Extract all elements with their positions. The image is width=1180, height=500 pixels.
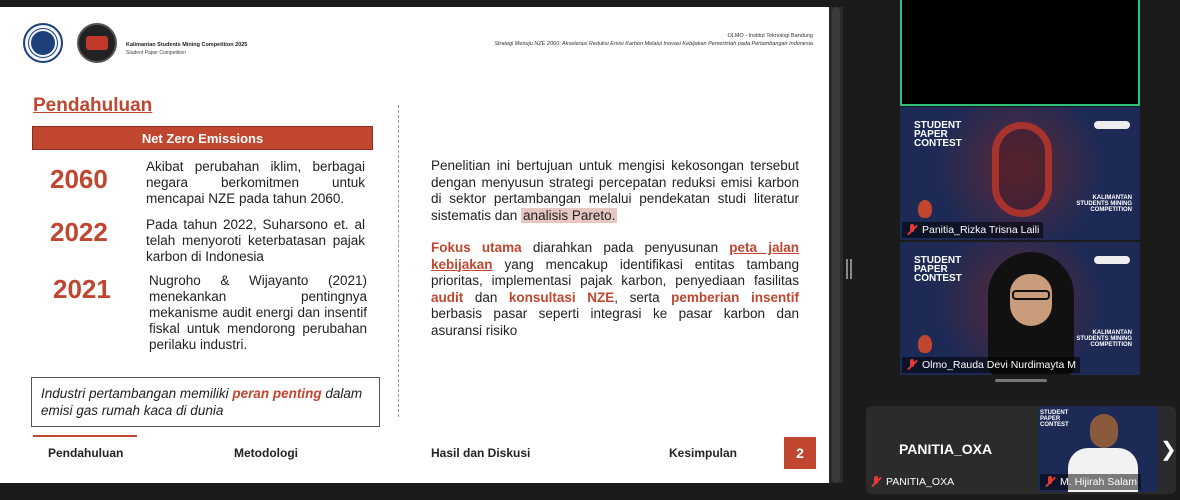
participant-name: Panitia_Rizka Trisna Laili (922, 224, 1040, 236)
participant-name-tag (902, 357, 1080, 373)
quote-text: Industri pertambangan memiliki (41, 386, 233, 401)
focus-paragraph (431, 240, 799, 339)
timeline-text: Akibat perubahan iklim, berbagai negara berkomitmen untuk mencapai NZE pada tahun 2060. (146, 159, 365, 206)
university-logo-icon (23, 23, 63, 63)
resize-handle[interactable] (846, 259, 852, 279)
quote-text-end: dalam emisi gas rumah kaca di dunia (41, 386, 363, 418)
paper-title: Strategi Menuju NZE 2060: Akselerasi Reduksi Emisi Karbon Melalui Inovasi Kebijakan Pemerintah pada Pertambangan Indonesia (494, 41, 813, 47)
pareto-highlight: analisis Pareto. (523, 207, 616, 223)
participant-tile[interactable] (900, 107, 1140, 240)
emphasis: audit (431, 289, 464, 305)
mic-muted-icon (870, 476, 882, 488)
emphasis: peta jalan kebijakan (431, 240, 799, 272)
nav-pendahuluan[interactable]: Pendahuluan (48, 446, 124, 460)
emphasis: pemberian insentif (671, 289, 799, 305)
emphasis: konsultasi NZE (508, 289, 615, 305)
competition-emblem-icon (992, 122, 1052, 217)
paragraph-text: Penelitian ini bertujuan untuk mengisi kekosongan tersebut dengan menyusun strategi percepatan reduksi emisi karbon di sektor pertambangan melalui pendekatan studi literatur sistematis dan (431, 158, 799, 223)
participant-name: Olmo_Rauda Devi Nurdimayta M (922, 359, 1077, 371)
video-brand-text: STUDENT PAPER CONTEST (914, 255, 962, 284)
participant-avatar-name: PANITIA_OXA (899, 441, 993, 457)
timeline-year: 2060 (50, 164, 108, 194)
quote-highlight: peran penting (232, 386, 322, 401)
shared-slide (0, 7, 829, 483)
sponsor-logos-icon (1094, 256, 1130, 264)
nze-banner: Net Zero Emissions (32, 126, 373, 150)
competition-title: Kalimantan Students Mining Competition 2025 (126, 42, 248, 48)
active-speaker-border (900, 104, 1140, 106)
chevron-right-icon[interactable]: ❯ (1160, 439, 1177, 461)
competition-subtitle: Student Paper Competition (126, 50, 187, 56)
nav-metodologi[interactable]: Metodologi (234, 446, 298, 460)
mascot-icon (918, 200, 932, 218)
participant-name: PANITIA_OXA (886, 476, 955, 488)
timeline-text: Pada tahun 2022, Suharsono et. al telah menyoroti keterbatasan pajak karbon di Indonesia (146, 217, 365, 264)
shared-screen-scrollbar[interactable] (829, 7, 843, 483)
column-divider (398, 105, 399, 417)
nav-kesimpulan[interactable]: Kesimpulan (669, 446, 738, 460)
paragraph-text: berbasis pasar seperti integrasi ke pasar karbon dan asuransi risiko (431, 306, 799, 338)
paragraph-text: dan (463, 289, 509, 305)
section-title: Pendahuluan (33, 95, 153, 116)
mic-muted-icon (1044, 476, 1056, 488)
page-number: 2 (784, 437, 816, 469)
participant-name: M. Hijirah Salam (1060, 476, 1138, 488)
participant-name-tag (902, 222, 1043, 238)
paragraph-text: yang mencakup identifikasi entitas tambang prioritas, implementasi pajak karbon, penyediaan fasilitas (431, 256, 799, 288)
nav-active-indicator (33, 435, 137, 437)
team-name: OLMO - Institut Teknologi Bandung (727, 33, 813, 39)
nav-hasil-diskusi[interactable]: Hasil dan Diskusi (431, 446, 531, 460)
video-brand-text: STUDENT PAPER CONTEST (914, 120, 962, 149)
paragraph-text: , serta (614, 289, 672, 305)
timeline-text: Nugroho & Wijayanto (2021) menekankan pentingnya mekanisme audit energi dan insentif fiskal untuk mendorong perubahan perilaku industri. (149, 273, 367, 352)
paragraph-text: diarahkan pada penyusunan (521, 240, 730, 255)
scrollbar-thumb[interactable] (832, 7, 840, 483)
mic-muted-icon (906, 224, 918, 236)
mic-muted-icon (906, 359, 918, 371)
sponsor-logos-icon (1094, 121, 1130, 129)
gallery-scroll-indicator[interactable] (995, 379, 1047, 382)
timeline-year: 2021 (53, 274, 111, 304)
research-purpose-paragraph (431, 158, 799, 224)
video-brand-text-2: KALIMANTAN STUDENTS MINING COMPETITION (1076, 195, 1132, 213)
video-brand-text: STUDENT PAPER CONTEST (1040, 410, 1069, 428)
slide-header (0, 7, 829, 75)
competition-logo-icon (77, 23, 117, 63)
participant-name-tag (1040, 474, 1141, 490)
emphasis: Fokus utama (431, 240, 522, 255)
key-statement-box (31, 377, 380, 427)
participant-name-tag (870, 474, 954, 490)
video-brand-text-2: KALIMANTAN STUDENTS MINING COMPETITION (1076, 330, 1132, 348)
mascot-icon (918, 335, 932, 353)
active-speaker-tile[interactable] (900, 0, 1140, 106)
timeline-year: 2022 (50, 217, 108, 247)
participant-tile[interactable] (900, 242, 1140, 375)
